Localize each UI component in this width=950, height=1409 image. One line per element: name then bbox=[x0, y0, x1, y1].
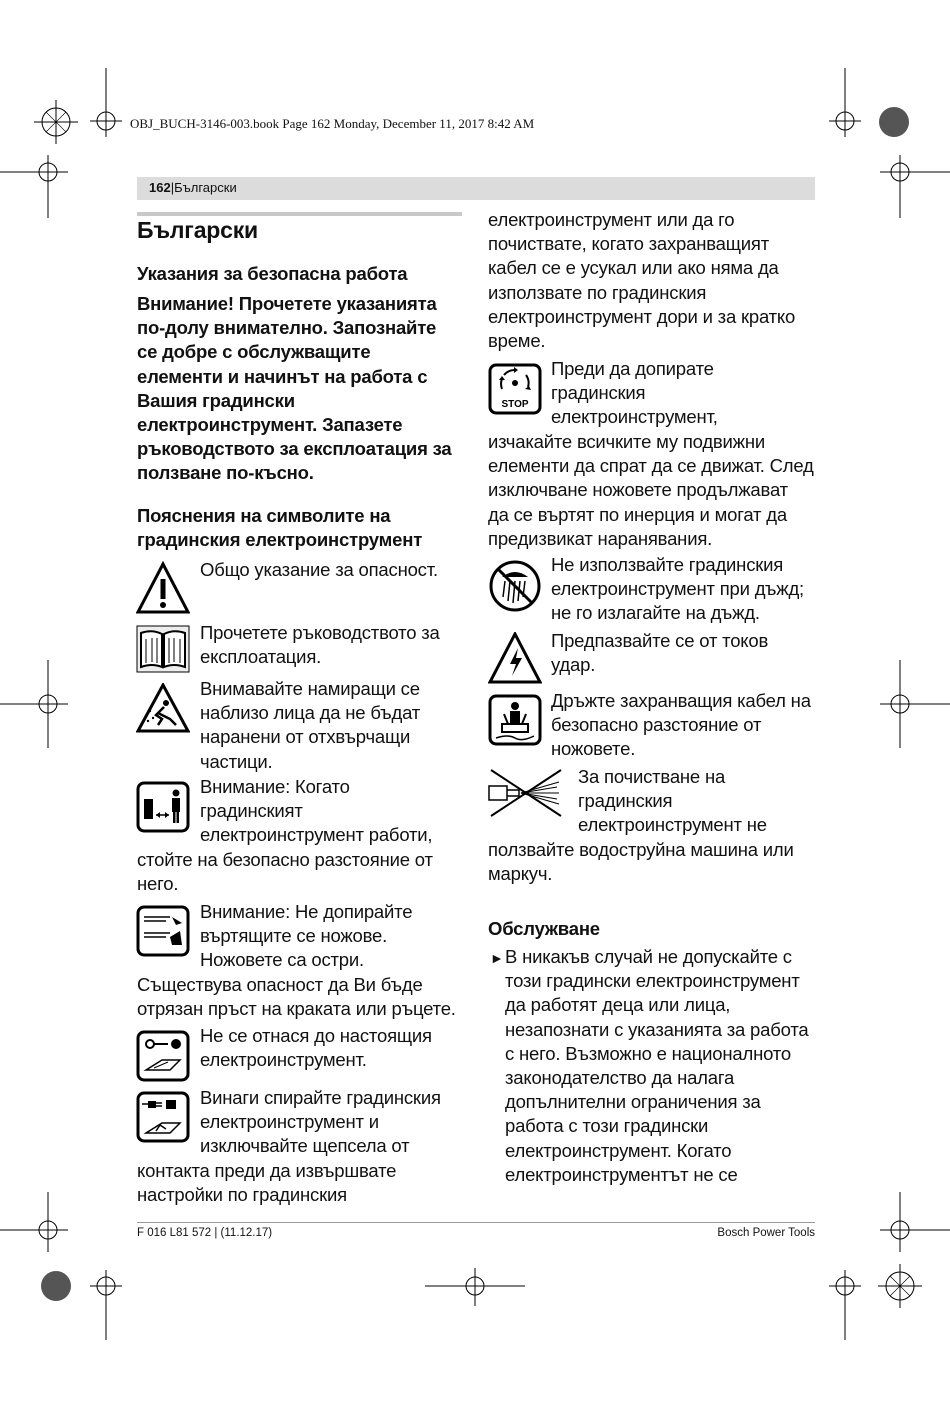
footer-brand: Bosch Power Tools bbox=[717, 1227, 815, 1239]
text-line: ножовете. bbox=[551, 738, 636, 760]
footer-doc-id: F 016 L81 572 | (11.12.17) bbox=[137, 1227, 273, 1239]
unplug-manual-icon bbox=[136, 1091, 190, 1143]
text-line: с него. Възможно е националното bbox=[505, 1042, 791, 1064]
symbol-general-danger bbox=[200, 558, 438, 582]
manual-book-icon bbox=[136, 625, 190, 673]
text-line: законодателство да налага bbox=[505, 1067, 735, 1089]
text-line: настройки по градинския bbox=[137, 1184, 347, 1206]
symbol-flying-particles bbox=[200, 677, 420, 774]
text-line: Не се отнася до настоящия bbox=[200, 1025, 432, 1046]
text-line: въртящите се ножове. bbox=[200, 925, 388, 947]
symbol-unplug-cont bbox=[137, 1159, 396, 1207]
text-line: почиствате, когато захранващият bbox=[488, 233, 770, 255]
text-line: Внимание: Когато bbox=[200, 776, 350, 797]
symbol-rotating-blades bbox=[200, 900, 412, 973]
service-heading: Обслужване bbox=[488, 918, 600, 939]
text-line: За почистване на bbox=[578, 766, 726, 787]
key-manual-icon bbox=[136, 1030, 190, 1082]
running-header bbox=[149, 180, 237, 195]
symbol-wait-stop bbox=[551, 357, 718, 430]
symbol-no-rain bbox=[551, 553, 804, 626]
text-line: В никакъв случай не допускайте с bbox=[505, 946, 792, 967]
text-line: наблизо лица да не бъдат bbox=[200, 702, 421, 724]
text-line: допълнителни ограничения за bbox=[505, 1091, 761, 1113]
bullet-marker: ► bbox=[490, 950, 504, 966]
text-line: да се въртят по инерция и могат да bbox=[488, 503, 787, 525]
footer-rule bbox=[137, 1222, 815, 1223]
text-line: кабел се е усукал или ако няма да bbox=[488, 257, 779, 279]
symbol-wait-stop-cont bbox=[488, 430, 814, 551]
text-line: по-долу внимателно. Запознайте bbox=[137, 317, 437, 339]
text-line: електроинструмент. Запазете bbox=[137, 414, 403, 436]
right-intro bbox=[488, 208, 795, 353]
header-section: Български bbox=[174, 180, 237, 195]
text-line: Прочетете ръководството за bbox=[200, 622, 440, 643]
flying-debris-warning-icon bbox=[136, 683, 190, 733]
text-line: Винаги спирайте градинския bbox=[200, 1087, 441, 1108]
text-line: градинския bbox=[578, 790, 673, 812]
text-line: електроинструмент. Когато bbox=[505, 1139, 732, 1161]
text-line: градинския електроинструмент bbox=[137, 529, 423, 551]
text-line: елементи да спрат да се движат. След bbox=[488, 455, 814, 477]
text-line: Не използвайте градинския bbox=[551, 554, 784, 575]
symbol-no-water-jet-cont bbox=[488, 838, 794, 886]
text-line: незапознати с указанията за работа bbox=[505, 1018, 809, 1040]
service-paragraph bbox=[505, 945, 808, 1187]
text-line: работа с този градински bbox=[505, 1115, 709, 1137]
no-pressure-washer-icon bbox=[487, 768, 565, 820]
stop-rotating-icon bbox=[488, 363, 542, 415]
warning-triangle-icon bbox=[136, 561, 190, 615]
text-line: наранени от отхвърчащи bbox=[200, 726, 411, 748]
text-line: електроинструмент дори и за кратко bbox=[488, 305, 796, 327]
text-line: се добре с обслужващите bbox=[137, 341, 371, 363]
text-line: не го излагайте на дъжд. bbox=[551, 602, 760, 624]
text-line: изключвайте щепсела от bbox=[200, 1135, 410, 1157]
text-line: Съществува опасност да Ви бъде bbox=[137, 974, 423, 995]
text-line: този градински електроинструмент bbox=[505, 970, 800, 992]
text-line: да работят деца или лица, bbox=[505, 994, 731, 1016]
header-separator: | bbox=[170, 180, 175, 195]
text-line: Вашия градински bbox=[137, 389, 295, 411]
symbol-unplug bbox=[200, 1086, 441, 1159]
stop-label: STOP bbox=[501, 399, 529, 410]
text-line: отрязан пръст на краката или ръцете. bbox=[137, 998, 456, 1020]
text-line: електроинструмент, bbox=[551, 406, 718, 428]
symbols-heading bbox=[137, 504, 422, 552]
symbol-rotating-blades-cont bbox=[137, 973, 456, 1021]
page-title: Български bbox=[137, 217, 258, 243]
text-line: стойте на безопасно разстояние от bbox=[137, 849, 433, 870]
text-line: електроинструмент и bbox=[200, 1111, 379, 1133]
text-line: електроинструмент или да го bbox=[488, 209, 735, 230]
text-line: удар. bbox=[551, 654, 596, 676]
text-line: Внимание! Прочетете указанията bbox=[137, 293, 437, 314]
page-number: 162 bbox=[149, 180, 171, 195]
text-line: Пояснения на символите на bbox=[137, 505, 391, 526]
text-line: градинският bbox=[200, 800, 303, 822]
no-rain-icon bbox=[488, 559, 542, 613]
safety-heading: Указания за безопасна работа bbox=[137, 263, 408, 284]
symbol-keep-distance-cont bbox=[137, 848, 433, 896]
text-line: частици. bbox=[200, 750, 273, 772]
text-line: него. bbox=[137, 873, 179, 895]
text-line: изчакайте всичките му подвижни bbox=[488, 431, 766, 452]
text-line: Внимание: Не допирайте bbox=[200, 901, 413, 922]
text-line: електроинструмент. bbox=[200, 1049, 367, 1071]
text-line: време. bbox=[488, 330, 546, 352]
electric-shock-icon bbox=[488, 632, 542, 684]
symbol-not-applicable bbox=[200, 1024, 432, 1072]
warning-paragraph bbox=[137, 292, 451, 486]
cable-distance-icon bbox=[488, 694, 542, 746]
symbol-cable-distance bbox=[551, 689, 811, 762]
text-line: Преди да допирате bbox=[551, 358, 714, 379]
print-slug: OBJ_BUCH-3146-003.book Page 162 Monday, December 11, 2017 8:42 AM bbox=[130, 116, 535, 131]
text-line: експлоатация. bbox=[200, 646, 322, 668]
symbol-keep-distance bbox=[200, 775, 432, 848]
symbol-no-water-jet bbox=[578, 765, 767, 838]
text-line: ръководството за експлоатация за bbox=[137, 438, 452, 460]
text-line: контакта преди да извършвате bbox=[137, 1160, 397, 1181]
text-line: изключване ножовете продължават bbox=[488, 479, 788, 501]
text-line: ползвайте водоструйна машина или bbox=[488, 839, 794, 860]
text-line: Общо указание за опасност. bbox=[200, 559, 438, 580]
text-line: Дръжте захранващия кабел на bbox=[551, 690, 811, 711]
header-bar bbox=[137, 177, 815, 200]
text-line: използвате по градинския bbox=[488, 281, 707, 303]
text-line: Предпазвайте се от токов bbox=[551, 630, 769, 651]
text-line: предизвикат наранявания. bbox=[488, 527, 713, 549]
text-line: електроинструмент работи, bbox=[200, 824, 433, 846]
rotating-blades-icon bbox=[136, 905, 190, 957]
text-line: градинския bbox=[551, 382, 646, 404]
title-rule bbox=[137, 212, 462, 216]
symbol-electric-shock bbox=[551, 629, 768, 677]
text-line: електроинструмент не bbox=[578, 814, 767, 836]
text-line: електроинструмент при дъжд; bbox=[551, 578, 804, 600]
text-line: маркуч. bbox=[488, 863, 553, 885]
text-line: ползване по-късно. bbox=[137, 462, 314, 484]
text-line: безопасно разстояние от bbox=[551, 714, 762, 736]
text-line: Внимавайте намиращи се bbox=[200, 678, 420, 699]
symbol-read-manual bbox=[200, 621, 440, 669]
text-line: елементи и начинът на работа с bbox=[137, 365, 428, 387]
text-line: електроинструментът не се bbox=[505, 1163, 738, 1185]
keep-distance-icon bbox=[136, 781, 190, 833]
text-line: Ножовете са остри. bbox=[200, 949, 364, 971]
